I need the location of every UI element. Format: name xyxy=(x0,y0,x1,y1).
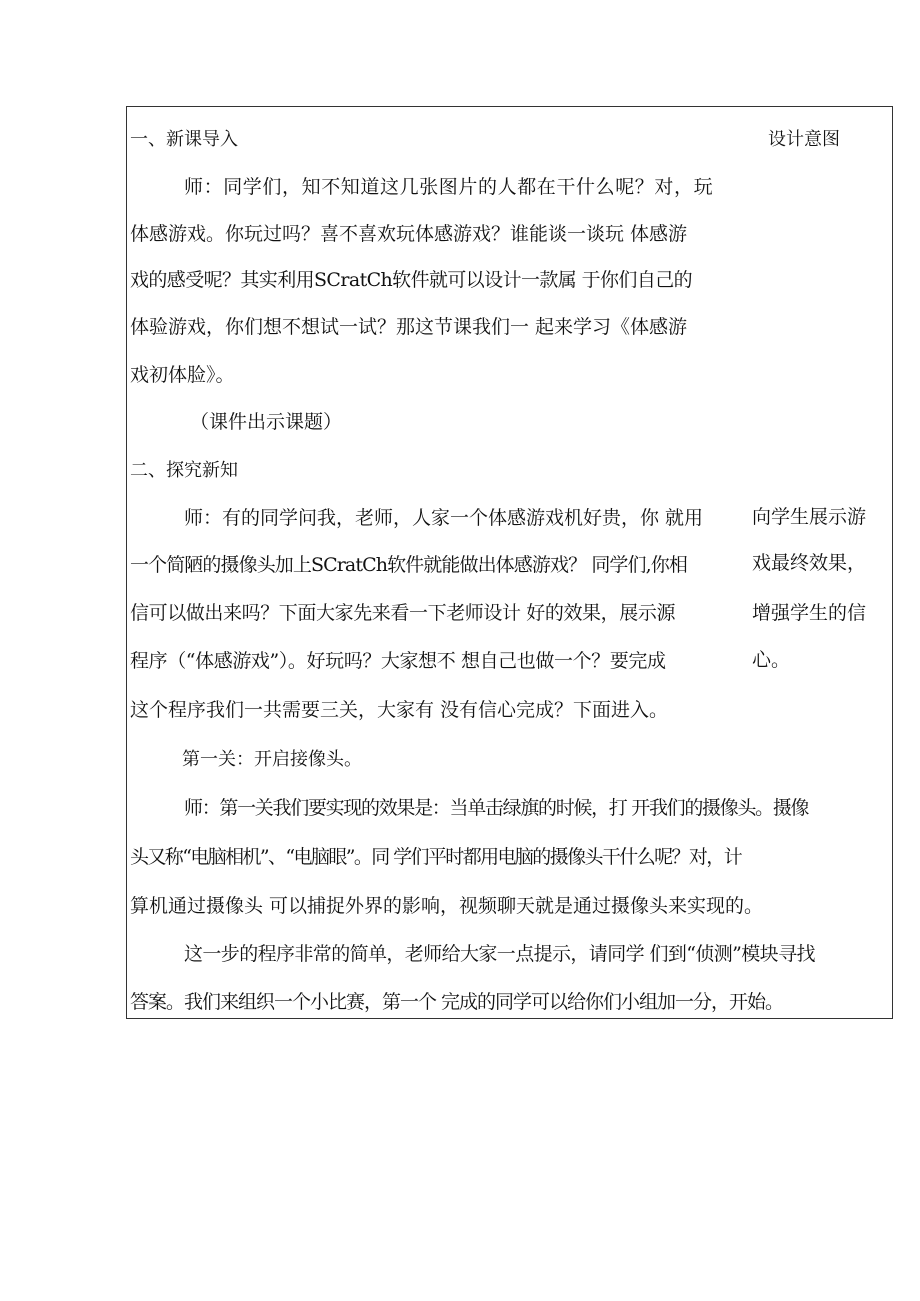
level1-paragraph-line: 算机通过摄像头 可以捕捉外界的影响，视频聊天就是通过摄像头来实现的。 xyxy=(130,895,764,917)
explore-paragraph-line: 一个简陋的摄像头加上SCratCh软件就能做出体感游戏？ 同学们,你相 xyxy=(130,554,687,576)
intro-paragraph-line: 体验游戏，你们想不想试一试？那这节课我们一 起来学习《体感游 xyxy=(130,316,688,338)
hint-paragraph-line: 答案。我们来组织一个小比赛，第一个 完成的同学可以给你们小组加一分，开始。 xyxy=(130,991,784,1013)
section-heading-intro: 一、新课导入 xyxy=(130,129,238,150)
intro-paragraph-line: 戏的感受呢？其实利用SCratCh软件就可以设计一款属 于你们自己的 xyxy=(130,269,693,291)
design-intent-line: 心。 xyxy=(752,649,791,671)
design-intent-line: 戏最终效果， xyxy=(752,552,867,574)
level1-paragraph-line: 头又称“电脑相机”、“电脑眼”。同 学们平时都用电脑的摄像头干什么呢？对，计 xyxy=(130,846,742,868)
design-intent-heading: 设计意图 xyxy=(768,129,840,150)
explore-paragraph-line: 师：有的同学问我，老师，人家一个体感游戏机好贵，你 就用 xyxy=(184,507,704,529)
explore-paragraph-line: 信可以做出来吗？下面大家先来看一下老师设计 好的效果，展示源 xyxy=(130,602,676,624)
level1-paragraph-line: 师：第一关我们要实现的效果是：当单击绿旗的时候，打 开我们的摄像头。摄像 xyxy=(184,797,809,819)
intro-paragraph-line: 师：同学们，知不知道这几张图片的人都在干什么呢？对，玩 xyxy=(184,176,714,198)
hint-paragraph-line: 这一步的程序非常的简单，老师给大家一点提示，请同学 们到“侦测”模块寻找 xyxy=(184,943,815,965)
design-intent-line: 向学生展示游 xyxy=(752,506,867,528)
design-intent-line: 增强学生的信 xyxy=(752,602,867,624)
intro-paragraph-line: 戏初体脸》。 xyxy=(130,364,235,386)
section-heading-explore: 二、探究新知 xyxy=(130,460,238,481)
explore-paragraph-line: 程序（“体感游戏”）。好玩吗？大家想不 想自己也做一个？要完成 xyxy=(130,650,666,672)
level1-title: 第一关：开启接像头。 xyxy=(182,749,362,770)
intro-paragraph-line: 体感游戏。你玩过吗？喜不喜欢玩体感游戏？谁能谈一谈玩 体感游 xyxy=(130,223,688,245)
explore-paragraph-line: 这个程序我们一共需要三关，大家有 没有信心完成？下面进入。 xyxy=(130,699,669,721)
courseware-note: （课件出示课题） xyxy=(190,411,343,433)
